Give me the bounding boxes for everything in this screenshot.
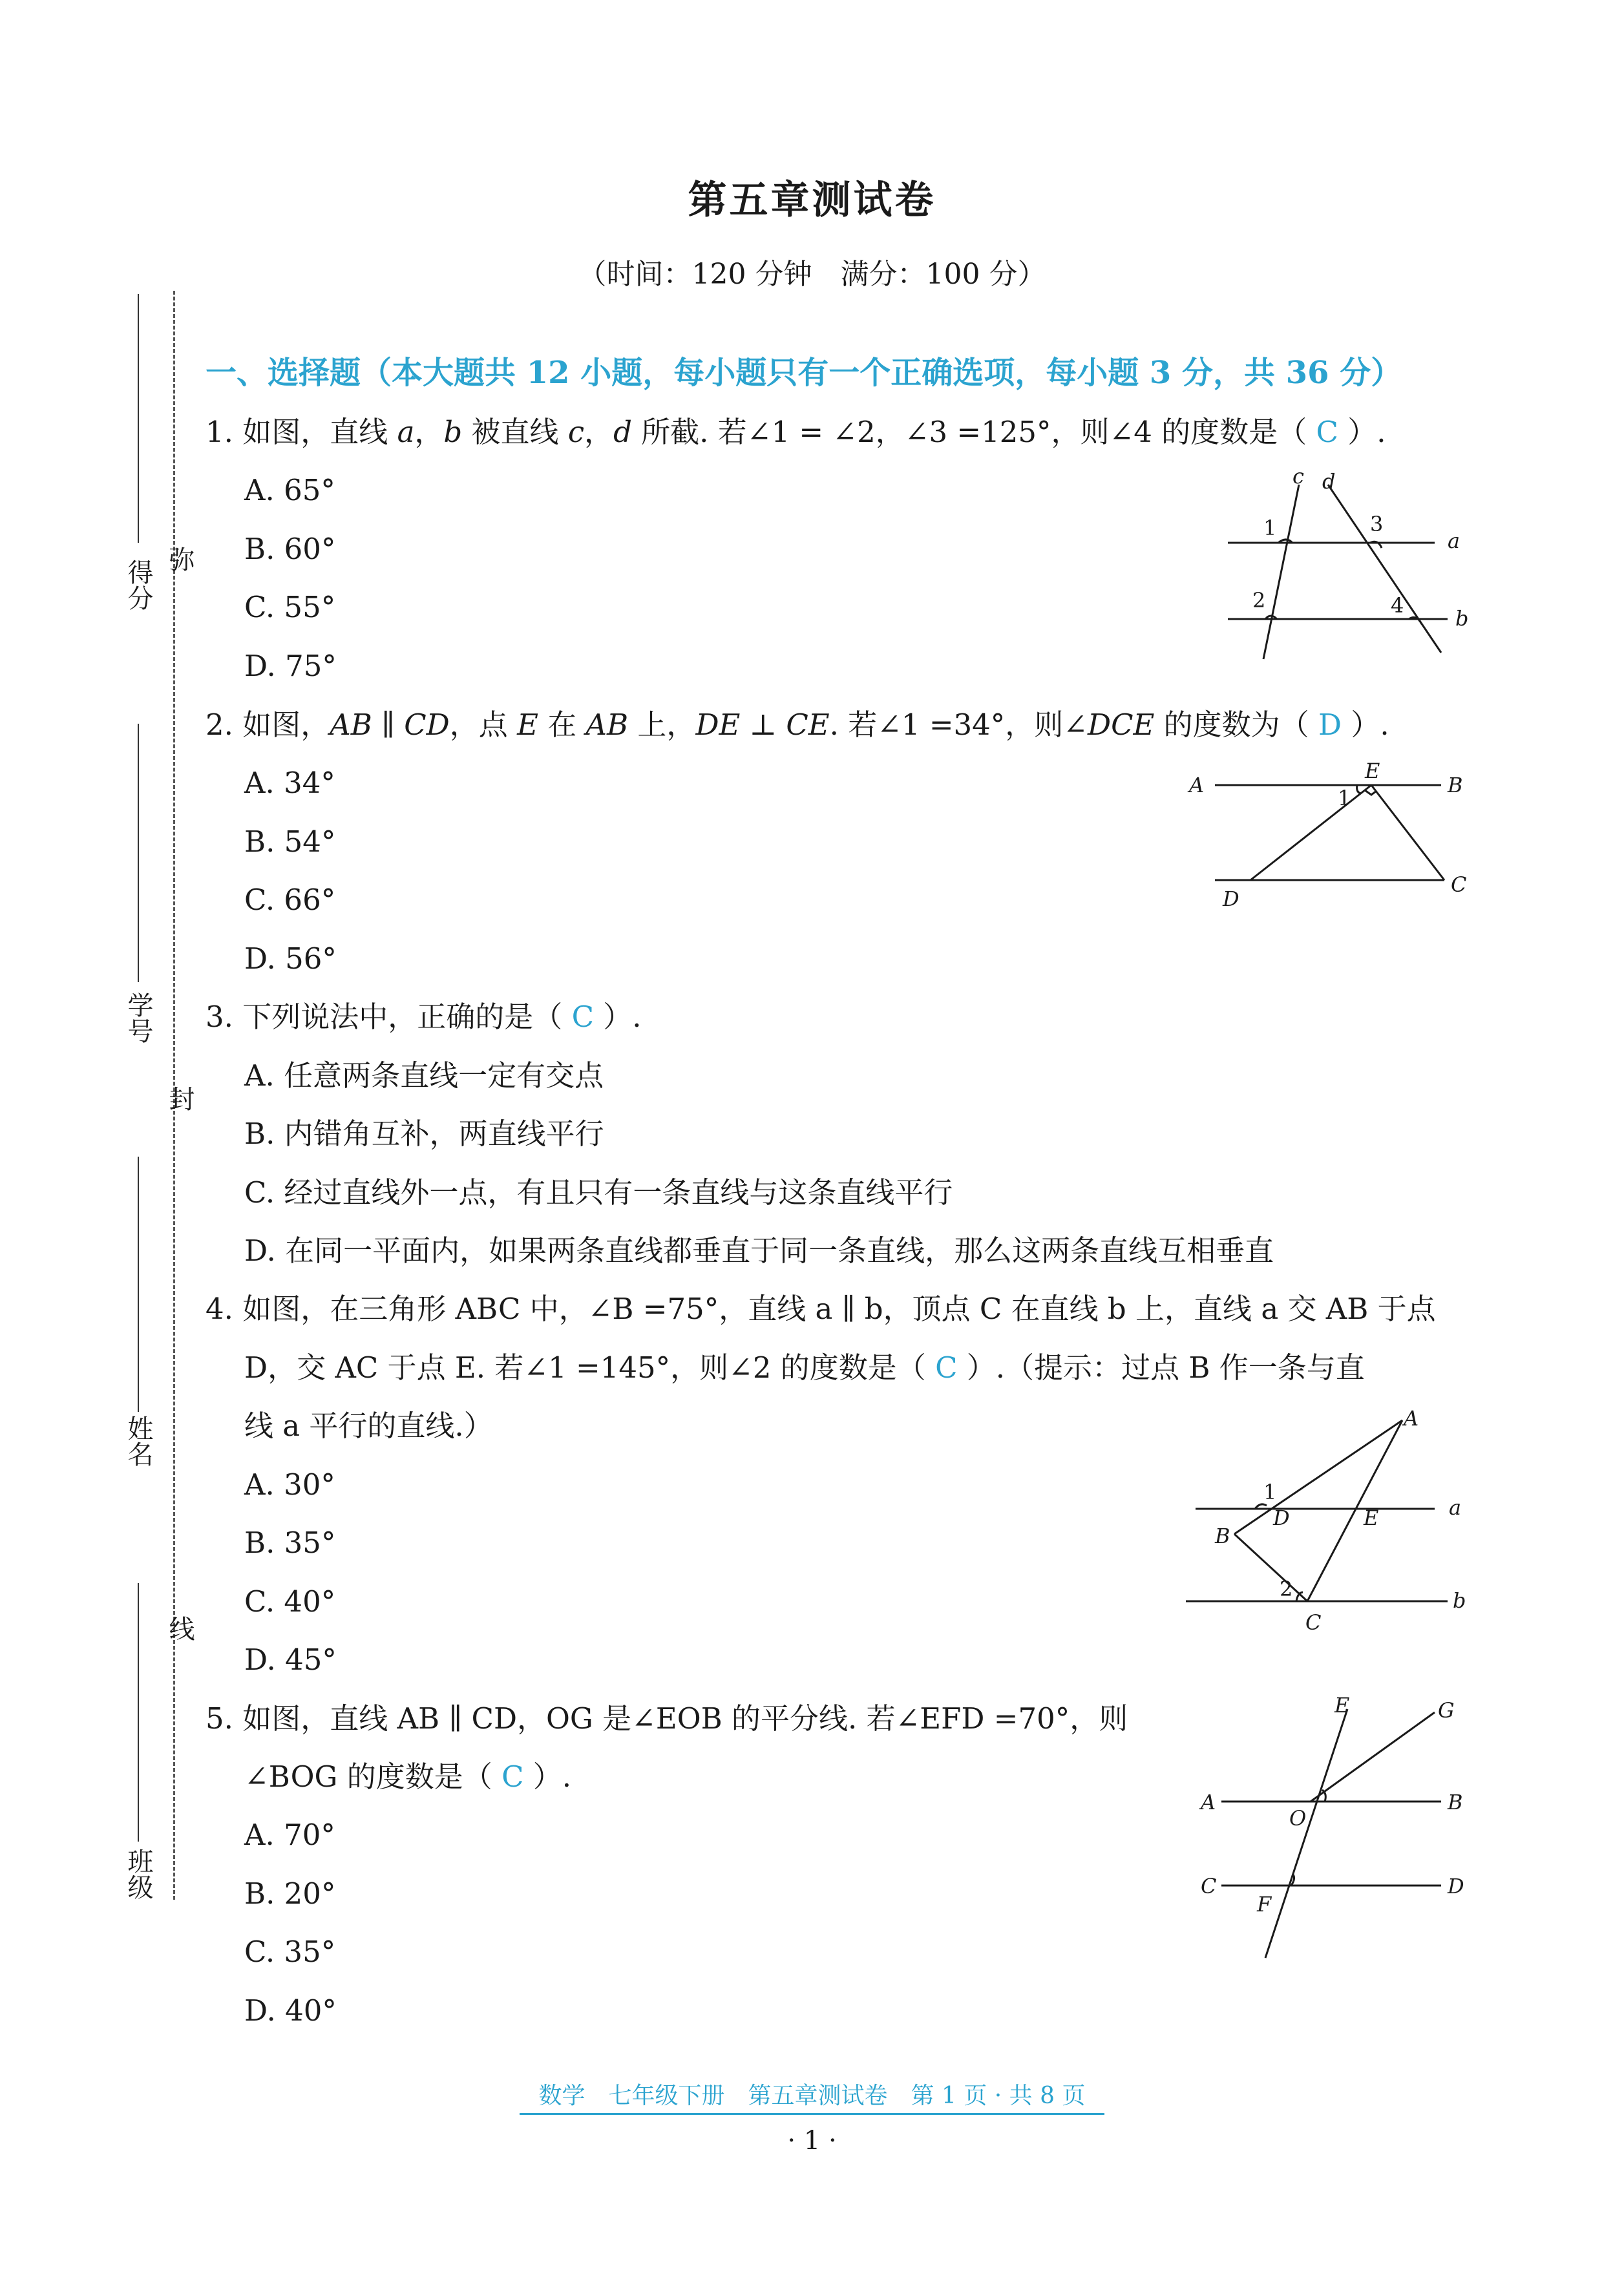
label-A: A	[1201, 1790, 1216, 1814]
label-c: c	[1292, 464, 1304, 489]
segment-ec	[1371, 785, 1444, 880]
label-E: E	[1365, 759, 1380, 783]
score-blank-line	[138, 294, 139, 543]
label-2: 2	[1280, 1577, 1293, 1601]
answer-2: D	[1318, 708, 1342, 742]
label-1: 1	[1263, 1480, 1277, 1504]
label-E: E	[1364, 1506, 1379, 1530]
label-D: D	[1273, 1506, 1290, 1530]
label-C: C	[1451, 872, 1467, 897]
q2-option-a: A. 34°	[244, 766, 335, 800]
class-blank-line	[138, 1583, 139, 1842]
q3-option-d: D. 在同一平面内，如果两条直线都垂直于同一条直线，那么这两条直线互相垂直	[244, 1234, 1274, 1268]
class-label: 班级	[123, 1848, 153, 1900]
line-d	[1328, 485, 1441, 653]
seal-mark-mi: 弥	[165, 546, 195, 572]
q5-option-d: D. 40°	[244, 1993, 337, 2028]
exam-info: （时间：120 分钟 满分：100 分）	[578, 258, 1046, 291]
label-A: A	[1189, 773, 1205, 797]
question-5: 5. 如图，直线 AB ∥ CD，OG 是∠EOB 的平分线. 若∠EFD =70°，则	[206, 1701, 1128, 1736]
q4-option-d: D. 45°	[244, 1643, 337, 1677]
q1-option-b: B. 60°	[244, 532, 336, 566]
figure-q2	[1183, 759, 1480, 918]
seal-mark-feng: 封	[165, 1086, 195, 1111]
label-d: d	[1322, 469, 1336, 494]
label-1: 1	[1338, 786, 1351, 810]
label-B: B	[1448, 1790, 1463, 1814]
name-label: 姓名	[123, 1415, 153, 1467]
q3-option-a: A. 任意两条直线一定有交点	[244, 1058, 604, 1093]
label-B: B	[1215, 1524, 1230, 1548]
q3-option-c: C. 经过直线外一点，有且只有一条直线与这条直线平行	[244, 1175, 953, 1210]
question-1: 1. 如图，直线 a，b 被直线 c，d 所截. 若∠1 = ∠2，∠3 =125°，则∠4 的度数是（ C ）.	[206, 415, 1386, 449]
question-2: 2. 如图，AB ∥ CD，点 E 在 AB 上，DE ⊥ CE. 若∠1 =34°，则∠DCE 的度数为（ D ）.	[206, 708, 1389, 742]
question-4-line-2: D，交 AC 于点 E. 若∠1 =145°，则∠2 的度数是（ C ）.（提示：过点 B 作一条与直	[244, 1350, 1365, 1385]
q5-option-b: B. 20°	[244, 1876, 336, 1911]
label-A: A	[1404, 1406, 1419, 1431]
label-1: 1	[1263, 516, 1277, 540]
page-footer: 数学 七年级下册 第五章测试卷 第 1 页 · 共 8 页	[0, 2077, 1624, 2110]
line-ef	[1265, 1709, 1347, 1958]
segment-ca	[1307, 1420, 1402, 1601]
label-C: C	[1201, 1874, 1217, 1898]
figure-q5	[1189, 1693, 1473, 1964]
question-4: 4. 如图，在三角形 ABC 中，∠B =75°，直线 a ∥ b，顶点 C 在直线 b 上，直线 a 交 AB 于点	[206, 1292, 1436, 1326]
q5-option-a: A. 70°	[244, 1818, 335, 1852]
score-label: 得分	[123, 559, 153, 611]
label-D: D	[1448, 1874, 1464, 1898]
q4-option-b: B. 35°	[244, 1526, 336, 1560]
q1-option-d: D. 75°	[244, 649, 337, 683]
name-blank-line	[138, 1157, 139, 1412]
label-F: F	[1257, 1892, 1272, 1917]
label-b: b	[1453, 1588, 1466, 1613]
answer-4: C	[935, 1350, 958, 1385]
question-3: 3. 下列说法中，正确的是（ C ）.	[206, 1000, 642, 1034]
section-heading: 一、选择题（本大题共 12 小题，每小题只有一个正确选项，每小题 3 分，共 36 分）	[206, 355, 1402, 391]
label-a: a	[1448, 529, 1461, 553]
label-4: 4	[1391, 593, 1404, 618]
page-number: · 1 ·	[787, 2126, 837, 2156]
question-4-line-3: 线 a 平行的直线.）	[244, 1409, 493, 1443]
q5-option-c: C. 35°	[244, 1935, 336, 1969]
label-2: 2	[1252, 588, 1266, 613]
q2-option-d: D. 56°	[244, 941, 337, 976]
figure-q1	[1215, 464, 1486, 666]
label-a: a	[1449, 1495, 1462, 1520]
q4-option-a: A. 30°	[244, 1467, 335, 1502]
question-5-line-2: ∠BOG 的度数是（ C ）.	[244, 1760, 572, 1794]
q4-option-c: C. 40°	[244, 1584, 336, 1619]
page-title: 第五章测试卷	[688, 178, 936, 223]
student-number-label: 学号	[123, 992, 153, 1044]
label-3: 3	[1370, 512, 1384, 536]
label-B: B	[1448, 773, 1463, 797]
label-C: C	[1305, 1610, 1322, 1635]
answer-1: C	[1316, 415, 1338, 449]
seal-mark-xian: 线	[165, 1615, 195, 1641]
segment-de	[1250, 785, 1371, 880]
answer-5: C	[501, 1760, 524, 1794]
label-b: b	[1455, 606, 1469, 631]
label-O: O	[1289, 1806, 1307, 1831]
segment-bc	[1234, 1534, 1307, 1601]
label-D: D	[1223, 887, 1239, 911]
line-c	[1263, 485, 1299, 659]
number-blank-line	[138, 724, 139, 982]
label-E: E	[1334, 1693, 1350, 1718]
answer-3: C	[571, 1000, 594, 1034]
q1-option-c: C. 55°	[244, 590, 336, 624]
q2-option-b: B. 54°	[244, 825, 336, 859]
q2-option-c: C. 66°	[244, 883, 336, 917]
figure-q4	[1176, 1406, 1473, 1641]
q1-option-a: A. 65°	[244, 473, 335, 507]
q3-option-b: B. 内错角互补，两直线平行	[244, 1117, 604, 1151]
ray-og	[1311, 1712, 1435, 1802]
label-G: G	[1438, 1698, 1455, 1723]
